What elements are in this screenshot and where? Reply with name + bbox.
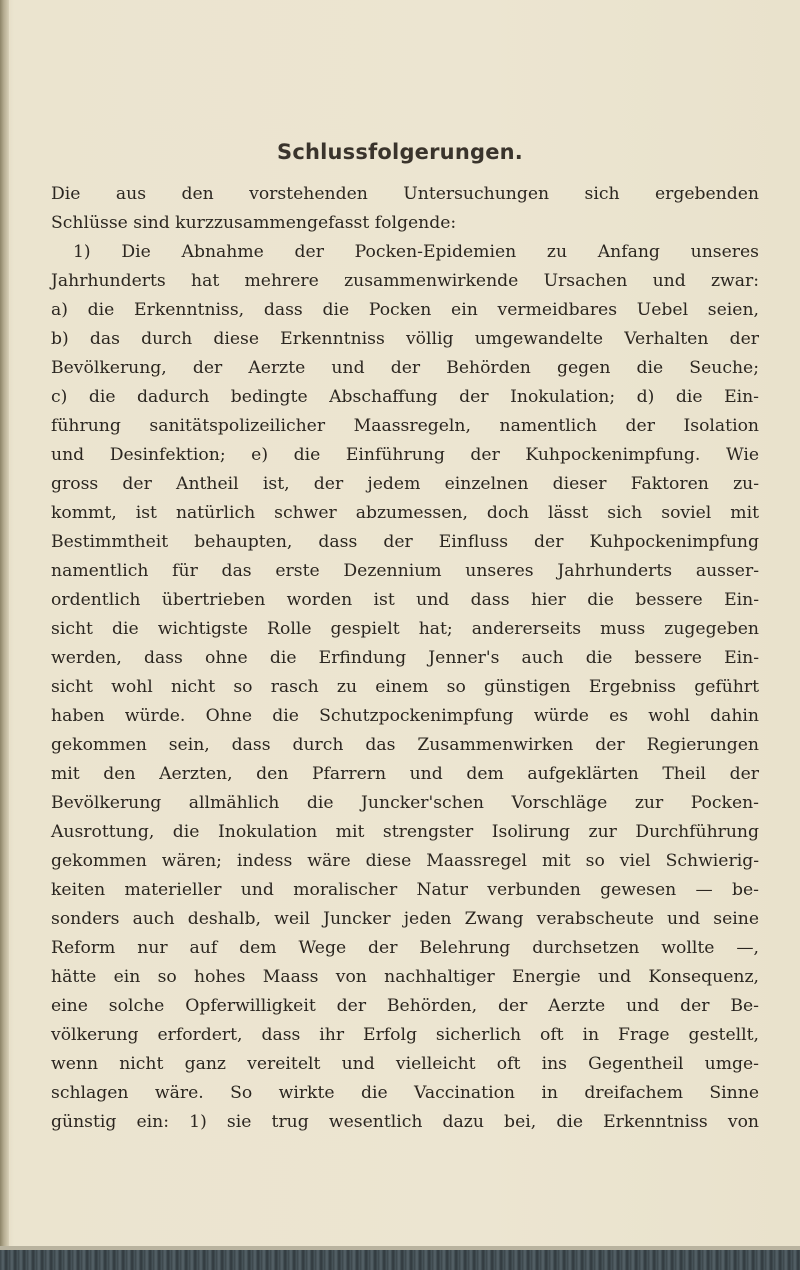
text-line: führung sanitätspolizeilicher Maassregeln, namentlich der Isolation bbox=[51, 416, 759, 436]
text-line: sicht die wichtigste Rolle gespielt hat; andererseits muss zugegeben bbox=[51, 619, 759, 639]
text-line: Reform nur auf dem Wege der Belehrung durchsetzen wollte —, bbox=[51, 938, 759, 958]
text-line: eine solche Opferwilligkeit der Behörden, der Aerzte und der Be- bbox=[51, 996, 759, 1016]
text-line: ordentlich übertrieben worden ist und dass hier die bessere Ein- bbox=[51, 590, 759, 610]
text-line: c) die dadurch bedingte Abschaffung der Inokulation; d) die Ein- bbox=[51, 387, 759, 407]
scan-bottom-band bbox=[0, 1250, 800, 1270]
text-line: namentlich für das erste Dezennium unseres Jahrhunderts ausser- bbox=[51, 561, 759, 581]
text-line: Die aus den vorstehenden Untersuchungen sich ergebenden bbox=[51, 184, 759, 204]
text-line: und Desinfektion; e) die Einführung der Kuhpockenimpfung. Wie bbox=[51, 445, 759, 465]
text-line: wenn nicht ganz vereitelt und vielleicht oft ins Gegentheil umge- bbox=[51, 1054, 759, 1074]
text-line: haben würde. Ohne die Schutzpockenimpfung würde es wohl dahin bbox=[51, 706, 759, 726]
text-line: mit den Aerzten, den Pfarrern und dem aufgeklärten Theil der bbox=[51, 764, 759, 784]
text-line: völkerung erfordert, dass ihr Erfolg sicherlich oft in Frage gestellt, bbox=[51, 1025, 759, 1045]
text-line: a) die Erkenntniss, dass die Pocken ein vermeidbares Uebel seien, bbox=[51, 300, 759, 320]
text-line: kommt, ist natürlich schwer abzumessen, doch lässt sich soviel mit bbox=[51, 503, 759, 523]
text-line: Bevölkerung, der Aerzte und der Behörden gegen die Seuche; bbox=[51, 358, 759, 378]
text-line: sicht wohl nicht so rasch zu einem so günstigen Ergebniss geführt bbox=[51, 677, 759, 697]
text-line: Bevölkerung allmählich die Juncker'schen Vorschläge zur Pocken- bbox=[51, 793, 759, 813]
text-line: 1) Die Abnahme der Pocken-Epidemien zu Anfang unseres bbox=[73, 242, 759, 262]
text-line: Jahrhunderts hat mehrere zusammenwirkende Ursachen und zwar: bbox=[51, 271, 759, 291]
text-line: hätte ein so hohes Maass von nachhaltiger Energie und Konsequenz, bbox=[51, 967, 759, 987]
text-line: gross der Antheil ist, der jedem einzelnen dieser Faktoren zu- bbox=[51, 474, 759, 494]
book-spine-edge bbox=[0, 0, 9, 1270]
text-line: werden, dass ohne die Erfindung Jenner's auch die bessere Ein- bbox=[51, 648, 759, 668]
text-line: gekommen wären; indess wäre diese Maassregel mit so viel Schwierig- bbox=[51, 851, 759, 871]
text-line: gekommen sein, dass durch das Zusammenwirken der Regierungen bbox=[51, 735, 759, 755]
text-line: keiten materieller und moralischer Natur verbunden gewesen — be- bbox=[51, 880, 759, 900]
text-line: Schlüsse sind kurzzusammengefasst folgende: bbox=[51, 213, 457, 233]
text-line: Ausrottung, die Inokulation mit strengster Isolirung zur Durchführung bbox=[51, 822, 759, 842]
section-heading: Schlussfolgerungen. bbox=[277, 140, 523, 164]
body-text bbox=[51, 180, 759, 1137]
text-line: schlagen wäre. So wirkte die Vaccination in dreifachem Sinne bbox=[51, 1083, 759, 1103]
text-line: günstig ein: 1) sie trug wesentlich dazu bei, die Erkenntniss von bbox=[51, 1112, 759, 1132]
text-line: sonders auch deshalb, weil Juncker jeden Zwang verabscheute und seine bbox=[51, 909, 759, 929]
text-line: Bestimmtheit behaupten, dass der Einfluss der Kuhpockenimpfung bbox=[51, 532, 759, 552]
text-line: b) das durch diese Erkenntniss völlig umgewandelte Verhalten der bbox=[51, 329, 759, 349]
